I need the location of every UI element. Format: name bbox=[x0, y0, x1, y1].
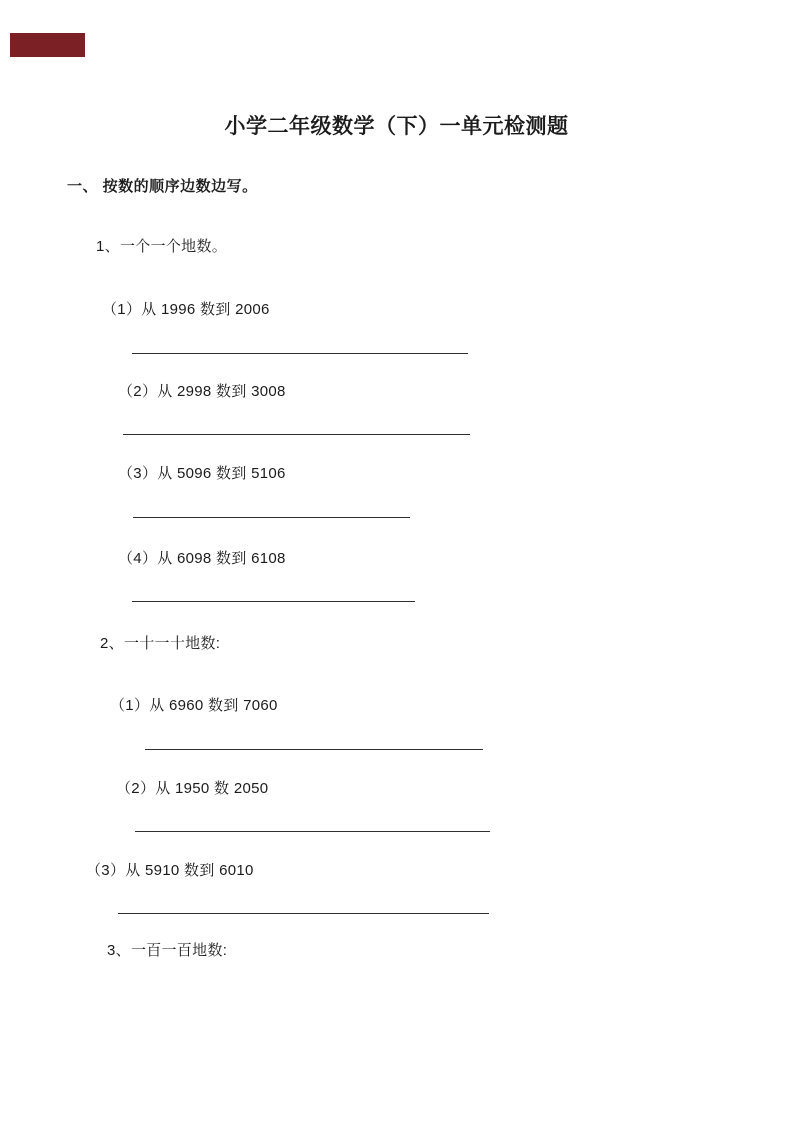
item-3-label: 3、一百一百地数: bbox=[107, 942, 228, 959]
question-1-2: （2）从 2998 数到 3008 bbox=[118, 383, 286, 400]
question-1-4: （4）从 6098 数到 6108 bbox=[118, 550, 286, 567]
answer-blank-line bbox=[135, 831, 490, 832]
question-2-1: （1）从 6960 数到 7060 bbox=[110, 697, 278, 714]
question-2-2: （2）从 1950 数 2050 bbox=[116, 780, 269, 797]
answer-blank-line bbox=[118, 913, 489, 914]
item-1-label: 1、一个一个地数。 bbox=[96, 238, 228, 255]
page-title: 小学二年级数学（下）一单元检测题 bbox=[224, 115, 569, 138]
question-2-3: （3）从 5910 数到 6010 bbox=[86, 862, 254, 879]
answer-blank-line bbox=[145, 749, 483, 750]
item-2-label: 2、一十一十地数: bbox=[100, 635, 221, 652]
question-1-1: （1）从 1996 数到 2006 bbox=[102, 301, 270, 318]
question-1-3: （3）从 5096 数到 5106 bbox=[118, 465, 286, 482]
answer-blank-line bbox=[132, 353, 468, 354]
answer-blank-line bbox=[123, 434, 470, 435]
answer-blank-line bbox=[133, 517, 410, 518]
answer-blank-line bbox=[132, 601, 415, 602]
section-one-heading: 一、 按数的顺序边数边写。 bbox=[67, 178, 258, 195]
watermark-block bbox=[10, 33, 85, 57]
